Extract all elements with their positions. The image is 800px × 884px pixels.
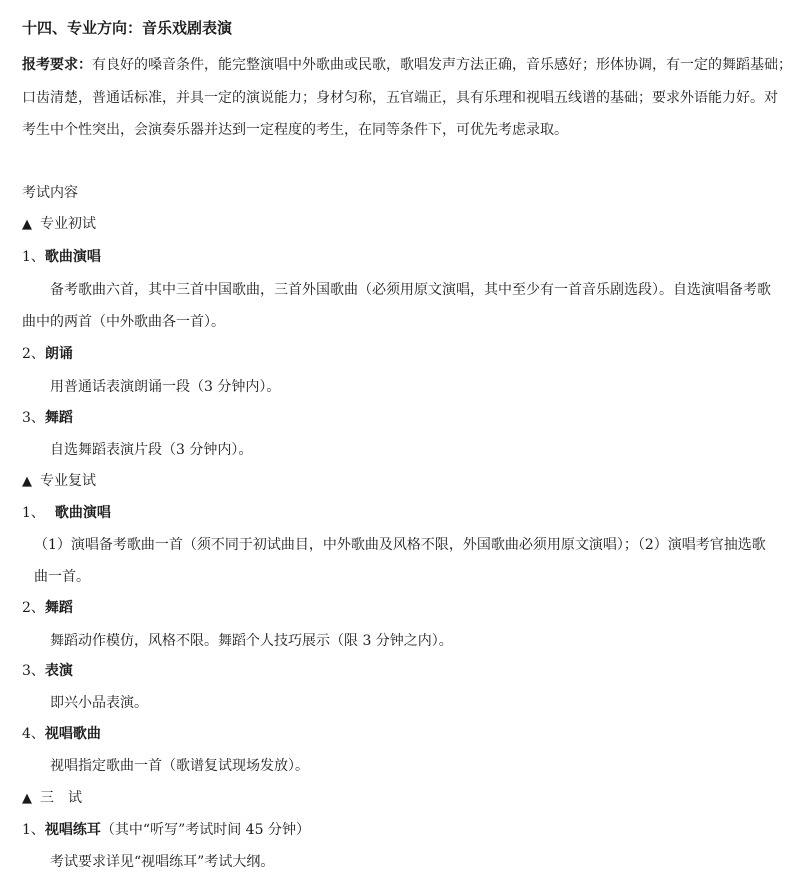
item-title: 朗诵 xyxy=(44,346,73,362)
item-title: 歌曲演唱 xyxy=(44,249,101,265)
item-number: 4、 xyxy=(22,726,45,742)
item-title-suffix: （其中“听写”考试时间 45 分钟） xyxy=(100,822,310,838)
requirement-label: 报考要求： xyxy=(22,57,92,73)
initial-item-1-text-1: 备考歌曲六首，其中三首中国歌曲，三首外国歌曲（必须用原文演唱，其中至少有一首音乐剧选段）。自选演唱备考歌 xyxy=(50,282,771,298)
item-title: 视唱练耳 xyxy=(44,822,101,838)
initial-exam-title: 专业初试 xyxy=(40,216,96,232)
initial-item-3-heading xyxy=(22,408,73,428)
item-number: 1、 xyxy=(22,822,45,838)
third-item-1-text: 考试要求详见“视唱练耳”考试大纲。 xyxy=(50,854,275,870)
initial-item-1-text-2: 曲中的两首（中外歌曲各一首）。 xyxy=(22,314,225,330)
item-number: 1、 xyxy=(22,249,45,265)
item-number: 2、 xyxy=(22,600,45,616)
section-title: 十四、专业方向：音乐戏剧表演 xyxy=(22,19,233,37)
item-number: 3、 xyxy=(22,663,45,679)
item-number: 3、 xyxy=(22,410,45,426)
triangle-icon: ▲ xyxy=(22,474,32,489)
initial-item-3-text: 自选舞蹈表演片段（3 分钟内）。 xyxy=(50,442,253,458)
retest-title: 专业复试 xyxy=(40,473,96,489)
retest-item-1-heading xyxy=(22,503,111,523)
retest-heading xyxy=(22,471,96,492)
requirement-line-3: 考生中个性突出，会演奏乐器并达到一定程度的考生，在同等条件下，可优先考虑录取。 xyxy=(22,122,568,138)
retest-item-4-text: 视唱指定歌曲一首（歌谱复试现场发放）。 xyxy=(50,758,309,774)
triangle-icon: ▲ xyxy=(22,217,32,232)
initial-exam-heading xyxy=(22,214,96,235)
requirement-text-1: 有良好的嗓音条件，能完整演唱中外歌曲或民歌，歌唱发声方法正确，音乐感好；形体协调，有一定的舞蹈基础； xyxy=(92,57,792,73)
triangle-icon: ▲ xyxy=(22,791,32,806)
item-title: 舞蹈 xyxy=(44,410,73,426)
item-number: 2、 xyxy=(22,346,45,362)
initial-item-2-heading xyxy=(22,344,73,364)
item-title: 歌曲演唱 xyxy=(54,505,111,521)
retest-item-3-heading xyxy=(22,661,73,681)
item-number: 1、 xyxy=(22,505,45,521)
retest-item-2-text: 舞蹈动作模仿，风格不限。舞蹈个人技巧展示（限 3 分钟之内）。 xyxy=(50,633,453,649)
retest-item-1-text-1: （1）演唱备考歌曲一首（须不同于初试曲目，中外歌曲及风格不限，外国歌曲必须用原文演唱）；（2）演唱考官抽选歌 xyxy=(34,537,766,553)
item-title: 舞蹈 xyxy=(44,600,73,616)
third-item-1-heading xyxy=(22,820,310,840)
retest-item-3-text: 即兴小品表演。 xyxy=(50,695,148,711)
item-title: 表演 xyxy=(44,663,73,679)
initial-item-1-heading xyxy=(22,247,101,267)
third-test-heading xyxy=(22,788,82,809)
exam-content-heading: 考试内容 xyxy=(22,185,78,201)
initial-item-2-text: 用普通话表演朗诵一段（3 分钟内）。 xyxy=(50,379,281,395)
third-test-title: 三 试 xyxy=(40,790,82,806)
requirement-line-1 xyxy=(22,55,792,75)
item-title: 视唱歌曲 xyxy=(44,726,101,742)
retest-item-2-heading xyxy=(22,598,73,618)
requirement-line-2: 口齿清楚，普通话标准，并具一定的演说能力；身材匀称，五官端正，具有乐理和视唱五线谱的基础；要求外语能力好。对 xyxy=(22,90,778,106)
retest-item-4-heading xyxy=(22,724,101,744)
retest-item-1-text-2: 曲一首。 xyxy=(34,569,90,585)
